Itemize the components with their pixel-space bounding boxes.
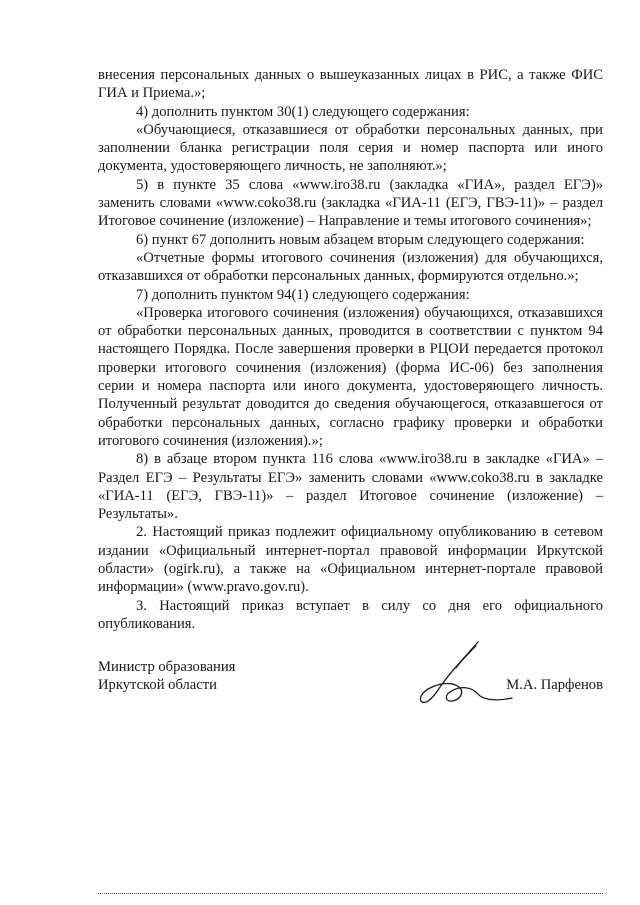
paragraph-quote-94-1: «Проверка итогового сочинения (изложения) обучающихся, отказавшихся от обработки персональных данных, проводится в соответствии с пунктом 94 настоящего Порядка. После завершения проверки в РЦОИ передается протокол проверки итогового сочинения (изложения) (форма ИС-06) без заполнения серии и номера паспорта или иного документа, удостоверяющего личность. Полученный результат доводится до сведения обучающегося, отказавшегося от обработки персональных данных, согласно графику проверки и обработки итогового сочинения (изложения).»; xyxy=(98,304,603,449)
paragraph-quote-30-1: «Обучающиеся, отказавшиеся от обработки персональных данных, при заполнении бланка регистрации поля серия и номер паспорта или иного документа, удостоверяющего личность, не заполняют.»; xyxy=(98,121,603,175)
paragraph-continuation: внесения персональных данных о вышеуказанных лицах в РИС, а также ФИС ГИА и Приема.»; xyxy=(98,67,603,102)
paragraph-item-6: 6) пункт 67 дополнить новым абзацем вторым следующего содержания: xyxy=(136,231,585,248)
paragraph-item-8: 8) в абзаце втором пункта 116 слова «www.iro38.ru в закладке «ГИА» – Раздел ЕГЭ – Результаты ЕГЭ» заменить словами «www.coko38.ru в закладке «ГИА-11 (ЕГЭ, ГВЭ-11)» – раздел Итоговое сочинение (изложение) – Результаты». xyxy=(98,451,603,523)
signatory-title xyxy=(98,658,338,695)
handwritten-signature xyxy=(416,638,516,710)
document-body xyxy=(98,66,603,633)
page-bottom-dotted-line xyxy=(98,893,603,894)
paragraph-quote-67: «Отчетные формы итогового сочинения (изложения) для обучающихся, отказавшихся от обработки персональных данных, формируются отдельно.»; xyxy=(98,249,603,285)
paragraph-section-3: 3. Настоящий приказ вступает в силу со дня его официального опубликования. xyxy=(98,597,603,632)
signatory-title-line-2: Иркутской области xyxy=(98,677,217,694)
paragraph-item-7: 7) дополнить пунктом 94(1) следующего содержания: xyxy=(136,286,470,303)
signatory-title-line-1: Министр образования xyxy=(98,659,236,675)
signature-block xyxy=(98,658,603,718)
paragraph-item-5: 5) в пункте 35 слова «www.iro38.ru (закладка «ГИА», раздел ЕГЭ)» заменить словами «www.coko38.ru (закладка «ГИА-11 (ЕГЭ, ГВЭ-11)» – раздел Итоговое сочинение (изложение) – Направление и темы итогового сочинения»; xyxy=(98,176,603,230)
paragraph-item-4: 4) дополнить пунктом 30(1) следующего содержания: xyxy=(136,103,470,120)
paragraph-section-2: 2. Настоящий приказ подлежит официальному опубликованию в сетевом издании «Официальный интернет-портал правовой информации Иркутской области» (ogirk.ru), а также на «Официальном интернет-портале правовой информации» (www.pravo.gov.ru). xyxy=(98,524,603,596)
signatory-name: М.А. Парфенов xyxy=(506,677,603,693)
